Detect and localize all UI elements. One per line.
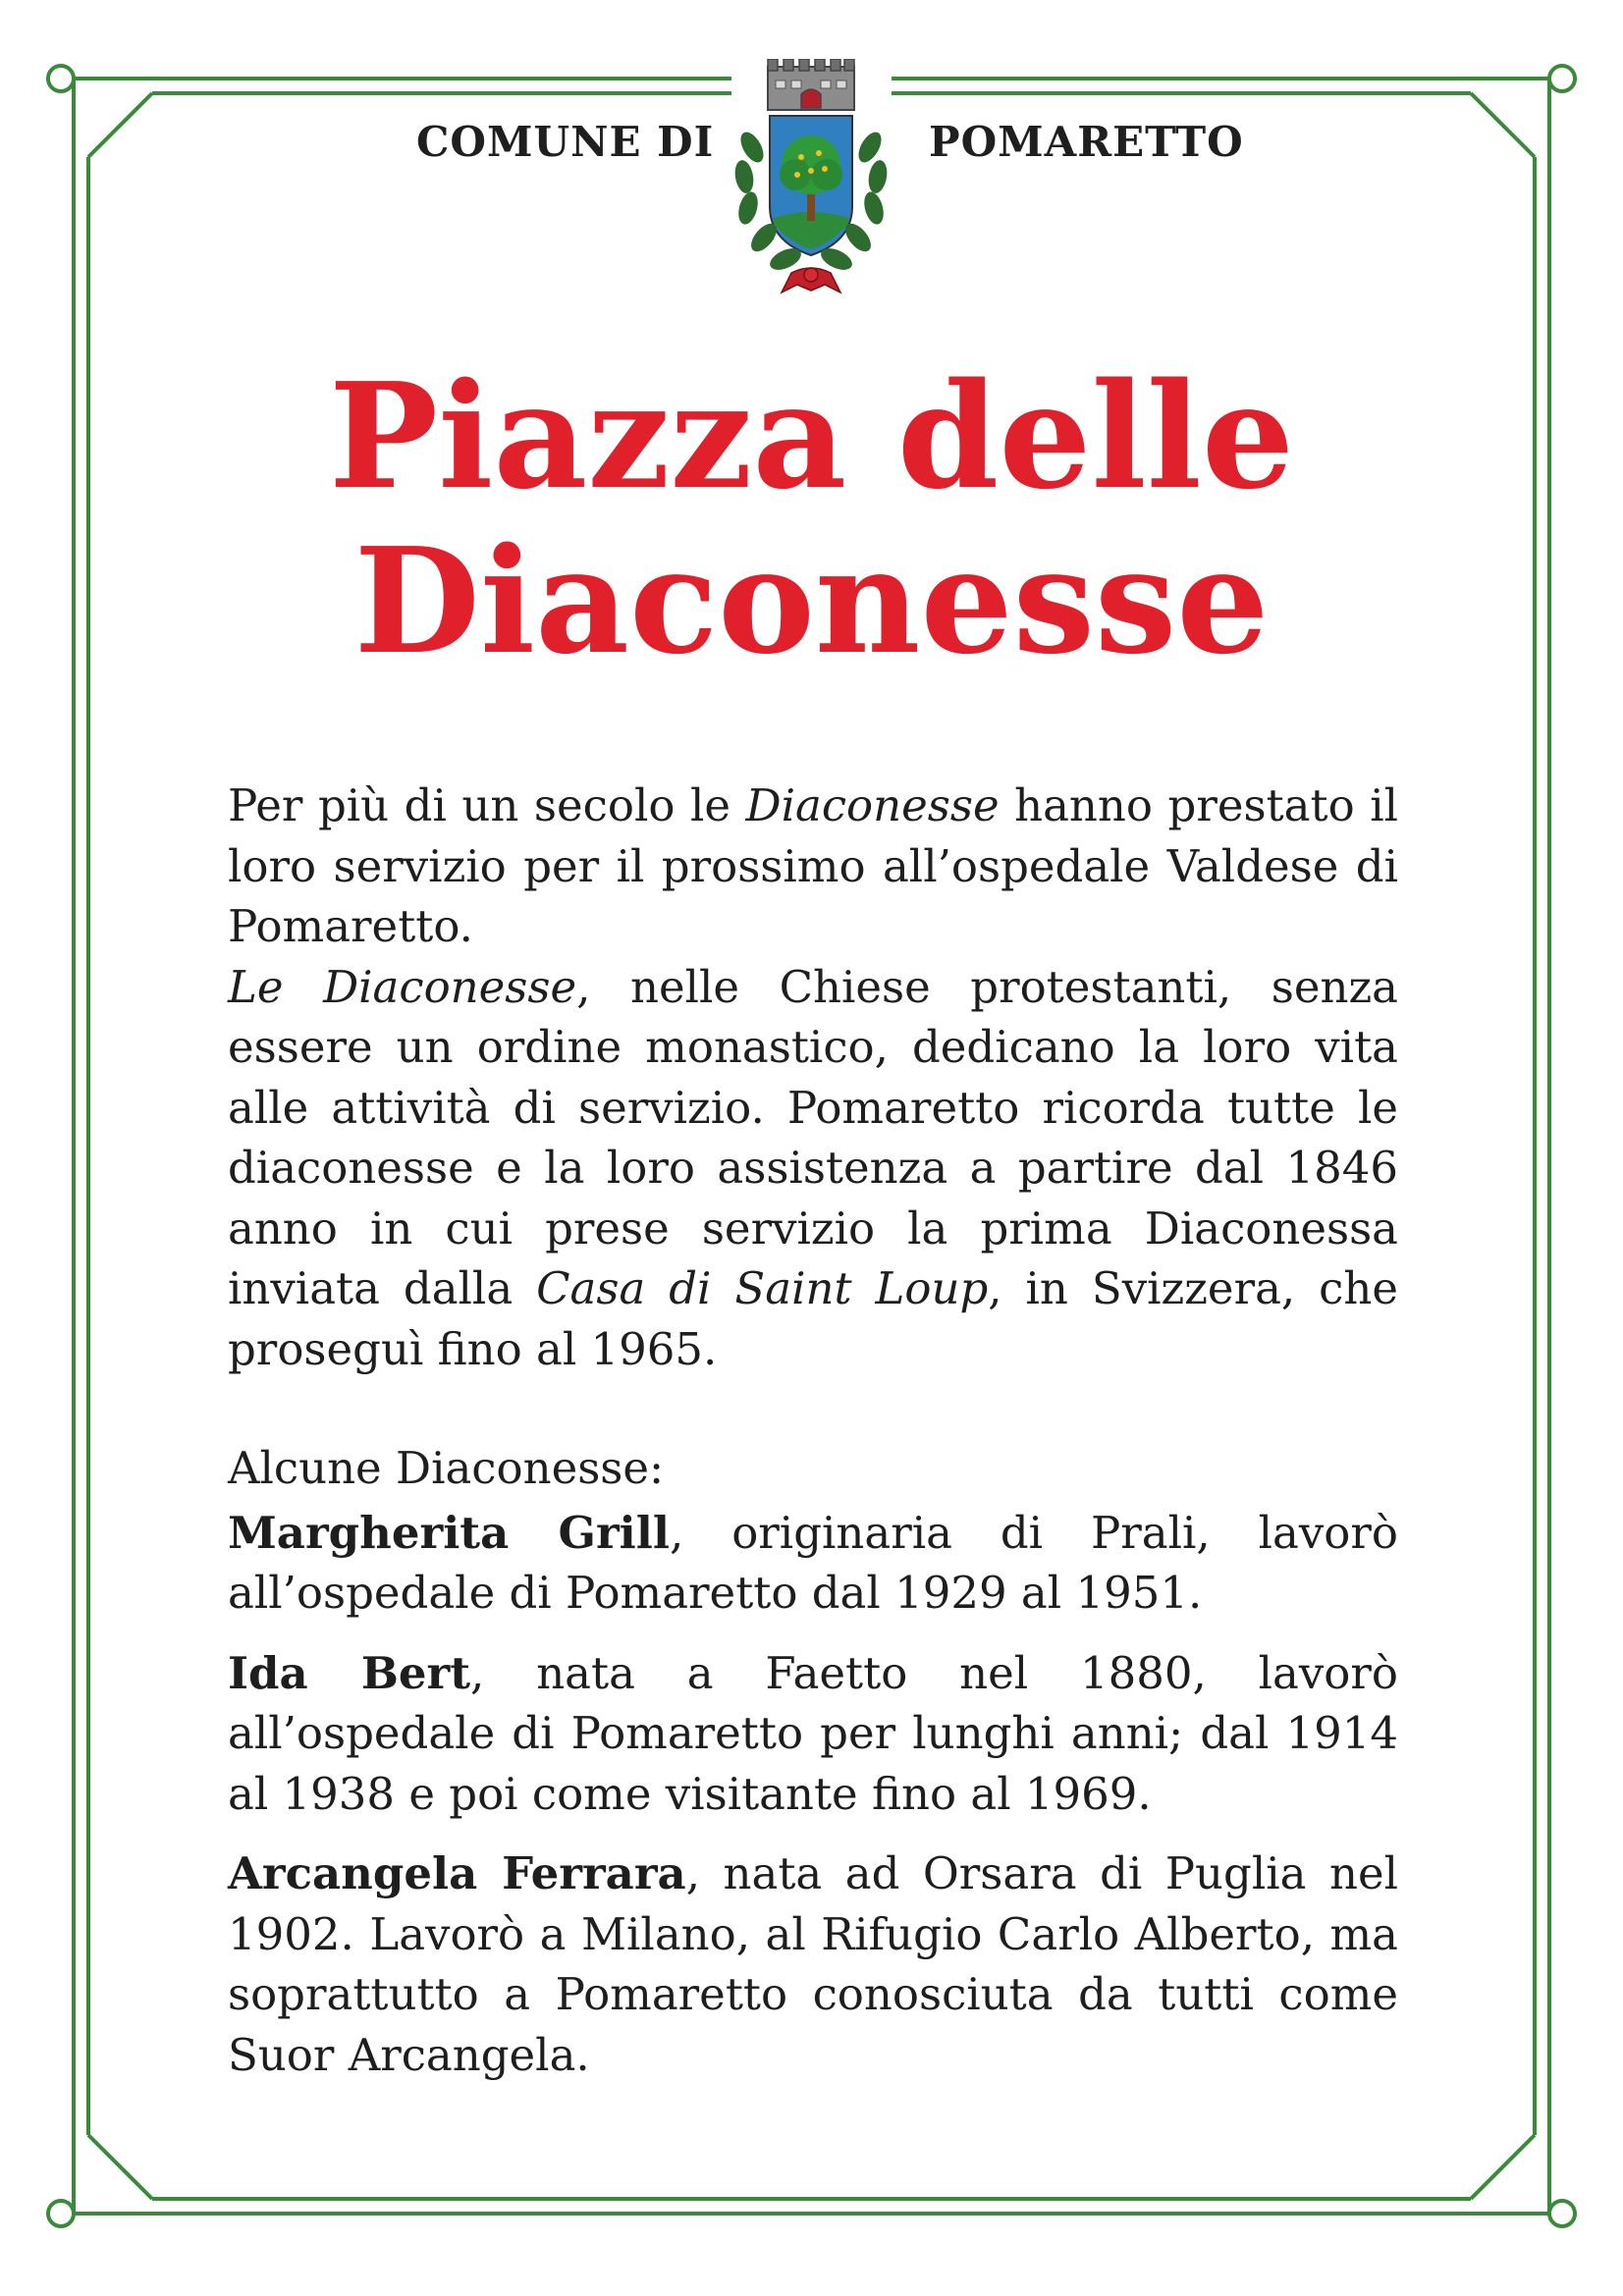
body-text: [228, 775, 1398, 2085]
entry-name: Arcangela Ferrara: [228, 1847, 686, 1899]
entry-text: , nata ad Orsara di Puglia nel 1902. Lavorò a Milano, al Rifugio Carlo Alberto, ma soprattutto a Pomaretto conosciuta da tutti come Suor Arcangela.: [228, 1847, 1398, 2081]
entry-text: , originaria di Prali, lavorò all’ospedale di Pomaretto dal 1929 al 1951.: [228, 1506, 1398, 1619]
list-heading: Alcune Diaconesse:: [228, 1442, 665, 1494]
page-title: [0, 350, 1623, 686]
header-comune-di: COMUNE DI: [416, 118, 715, 166]
intro-p1-text-a: Per più di un secolo le: [228, 779, 746, 831]
intro-p1-text-b: hanno prestato il loro servizio per il prossimo all’ospedale Valdese di Pomaretto.: [228, 779, 1398, 952]
intro-paragraph-2: [228, 957, 1398, 1380]
intro-p1-emphasis: Diaconesse: [745, 779, 1000, 831]
intro-p2-emphasis: Le Diaconesse: [228, 960, 577, 1013]
entry-name: Ida Bert: [228, 1646, 471, 1699]
entry-text: , nata a Faetto nel 1880, lavorò all’ospedale di Pomaretto per lunghi anni; dal 1914 al 1938 e poi come visitante fino al 1969.: [228, 1646, 1398, 1820]
list-item: [228, 1503, 1398, 1624]
header-town-name: POMARETTO: [929, 118, 1244, 166]
list-item: [228, 1843, 1398, 2085]
intro-p2-text-a: , nelle Chiese protestanti, senza essere un ordine monastico, dedicano la loro vita alle attività di servizio. Pomaretto ricorda tutte le diaconesse e la loro assistenza a partire dal 1846 anno in cui prese servizio la prima Diaconessa inviata dalla: [228, 960, 1399, 1314]
title-line-2: Diaconesse: [353, 515, 1270, 686]
intro-paragraph-1: [228, 775, 1398, 957]
intro-p2-text-b: , in Svizzera, che proseguì fino al 1965.: [228, 1262, 1398, 1375]
list-item: [228, 1643, 1398, 1825]
coat-of-arms-emblem: [723, 59, 899, 300]
intro-p2-emphasis-place: Casa di Saint Loup: [536, 1262, 989, 1314]
title-line-1: Piazza delle: [328, 350, 1295, 521]
entry-name: Margherita Grill: [228, 1506, 670, 1559]
